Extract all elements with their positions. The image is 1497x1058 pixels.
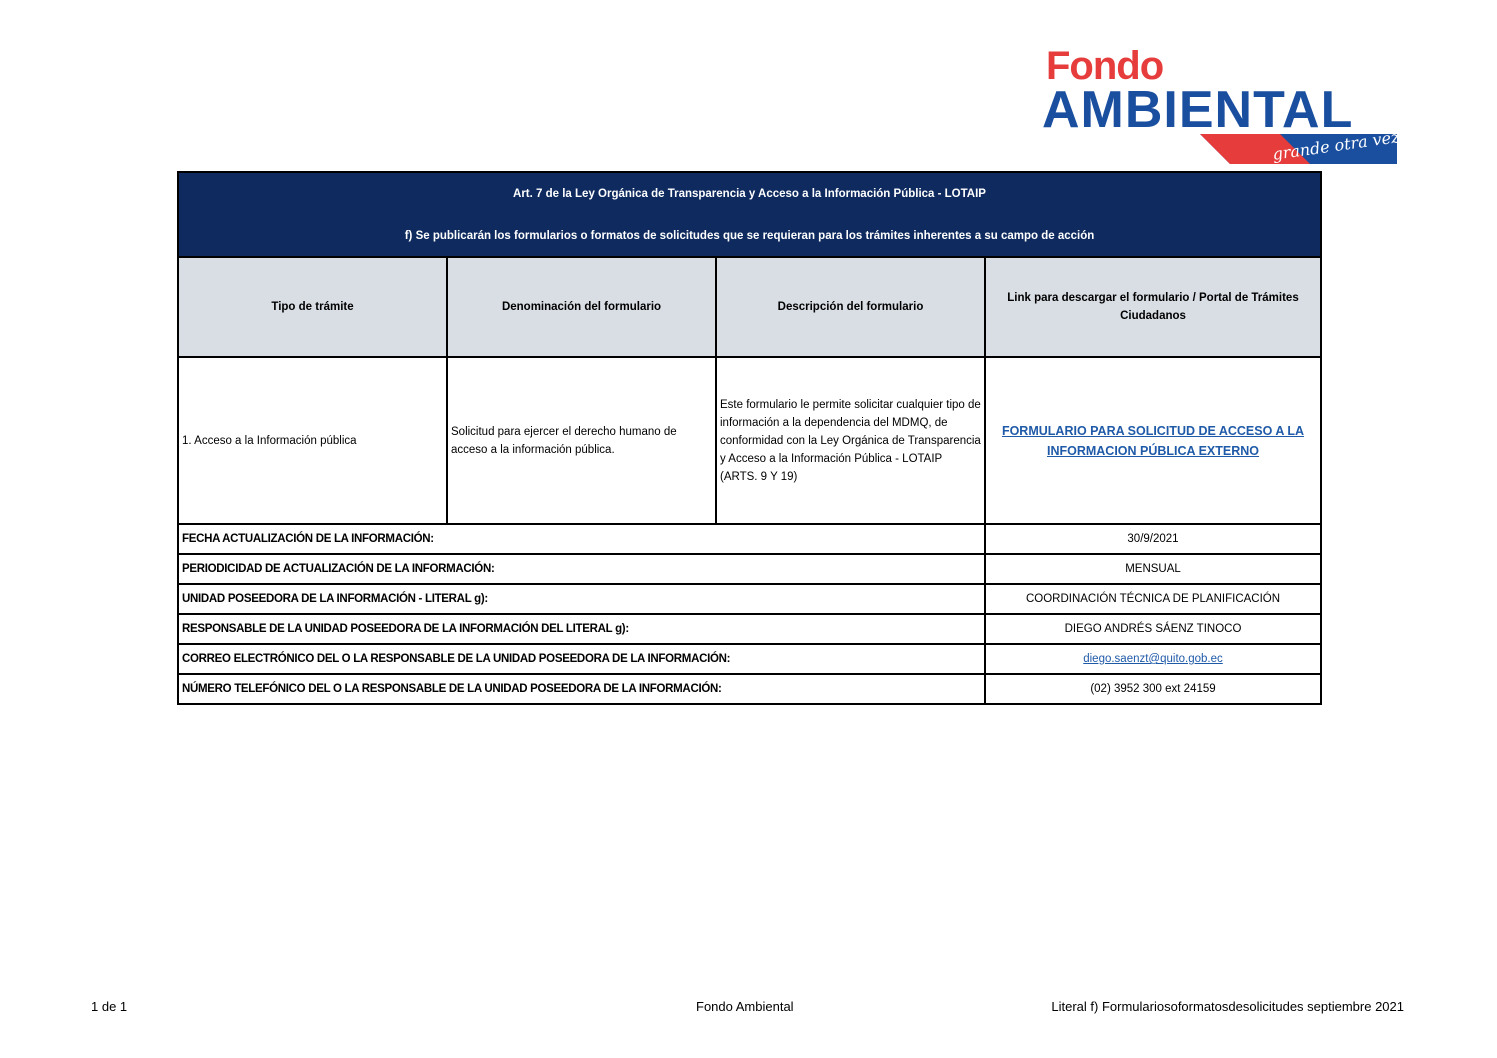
label-responsable: RESPONSABLE DE LA UNIDAD POSEEDORA DE LA INFORMACIÓN DEL LITERAL g): (178, 614, 985, 644)
value-fecha: 30/9/2021 (985, 524, 1321, 554)
table-banner (178, 172, 1321, 257)
formulario-download-link[interactable]: FORMULARIO PARA SOLICITUD DE ACCESO A LA INFORMACION PÚBLICA EXTERNO (1001, 423, 1305, 458)
cell-denominacion: Solicitud para ejercer el derecho humano de acceso a la información pública. (447, 357, 716, 524)
fondo-ambiental-logo (1040, 44, 1400, 166)
info-row-periodicidad (178, 554, 1321, 584)
footer-right: Literal f) Formulariosoformatosdesolicitudes septiembre 2021 (1051, 999, 1404, 1014)
info-row-telefono (178, 674, 1321, 704)
email-link[interactable]: diego.saenzt@quito.gob.ec (1083, 653, 1223, 665)
label-periodicidad: PERIODICIDAD DE ACTUALIZACIÓN DE LA INFORMACIÓN: (178, 554, 985, 584)
cell-link (985, 357, 1321, 524)
banner-title: Art. 7 de la Ley Orgánica de Transparencia y Acceso a la Información Pública - LOTAIP (513, 187, 986, 200)
footer-center: Fondo Ambiental (696, 999, 794, 1014)
logo-tagline: grande otra vez (1271, 127, 1401, 164)
table-row (178, 357, 1321, 524)
info-row-correo (178, 644, 1321, 674)
value-periodicidad: MENSUAL (985, 554, 1321, 584)
label-telefono: NÚMERO TELEFÓNICO DEL O LA RESPONSABLE DE LA UNIDAD POSEEDORA DE LA INFORMACIÓN: (178, 674, 985, 704)
label-correo: CORREO ELECTRÓNICO DEL O LA RESPONSABLE DE LA UNIDAD POSEEDORA DE LA INFORMACIÓN: (178, 644, 985, 674)
value-unidad: COORDINACIÓN TÉCNICA DE PLANIFICACIÓN (985, 584, 1321, 614)
formularios-table (177, 171, 1322, 705)
cell-descripcion: Este formulario le permite solicitar cualquier tipo de información a la dependencia del MDMQ, de conformidad con la Ley Orgánica de Transparencia y Acceso a la Información Pública - LOTAIP (ARTS. 9 Y 19) (716, 357, 985, 524)
info-row-fecha (178, 524, 1321, 554)
label-fecha: FECHA ACTUALIZACIÓN DE LA INFORMACIÓN: (178, 524, 985, 554)
info-row-responsable (178, 614, 1321, 644)
value-correo-cell (985, 644, 1321, 674)
cell-tipo: 1. Acceso a la Información pública (178, 357, 447, 524)
logo-line2: AMBIENTAL (1042, 81, 1354, 139)
value-telefono: (02) 3952 300 ext 24159 (985, 674, 1321, 704)
header-link: Link para descargar el formulario / Portal de Trámites Ciudadanos (985, 257, 1321, 357)
info-row-unidad (178, 584, 1321, 614)
header-denominacion: Denominación del formulario (447, 257, 716, 357)
value-responsable: DIEGO ANDRÉS SÁENZ TINOCO (985, 614, 1321, 644)
footer-page: 1 de 1 (91, 999, 128, 1014)
logo-line1: Fondo (1046, 44, 1164, 88)
header-descripcion: Descripción del formulario (716, 257, 985, 357)
header-tipo: Tipo de trámite (178, 257, 447, 357)
label-unidad: UNIDAD POSEEDORA DE LA INFORMACIÓN - LITERAL g): (178, 584, 985, 614)
banner-subtitle: f) Se publicarán los formularios o formatos de solicitudes que se requieran para los trámites inherentes a su campo de acción (404, 229, 1095, 242)
